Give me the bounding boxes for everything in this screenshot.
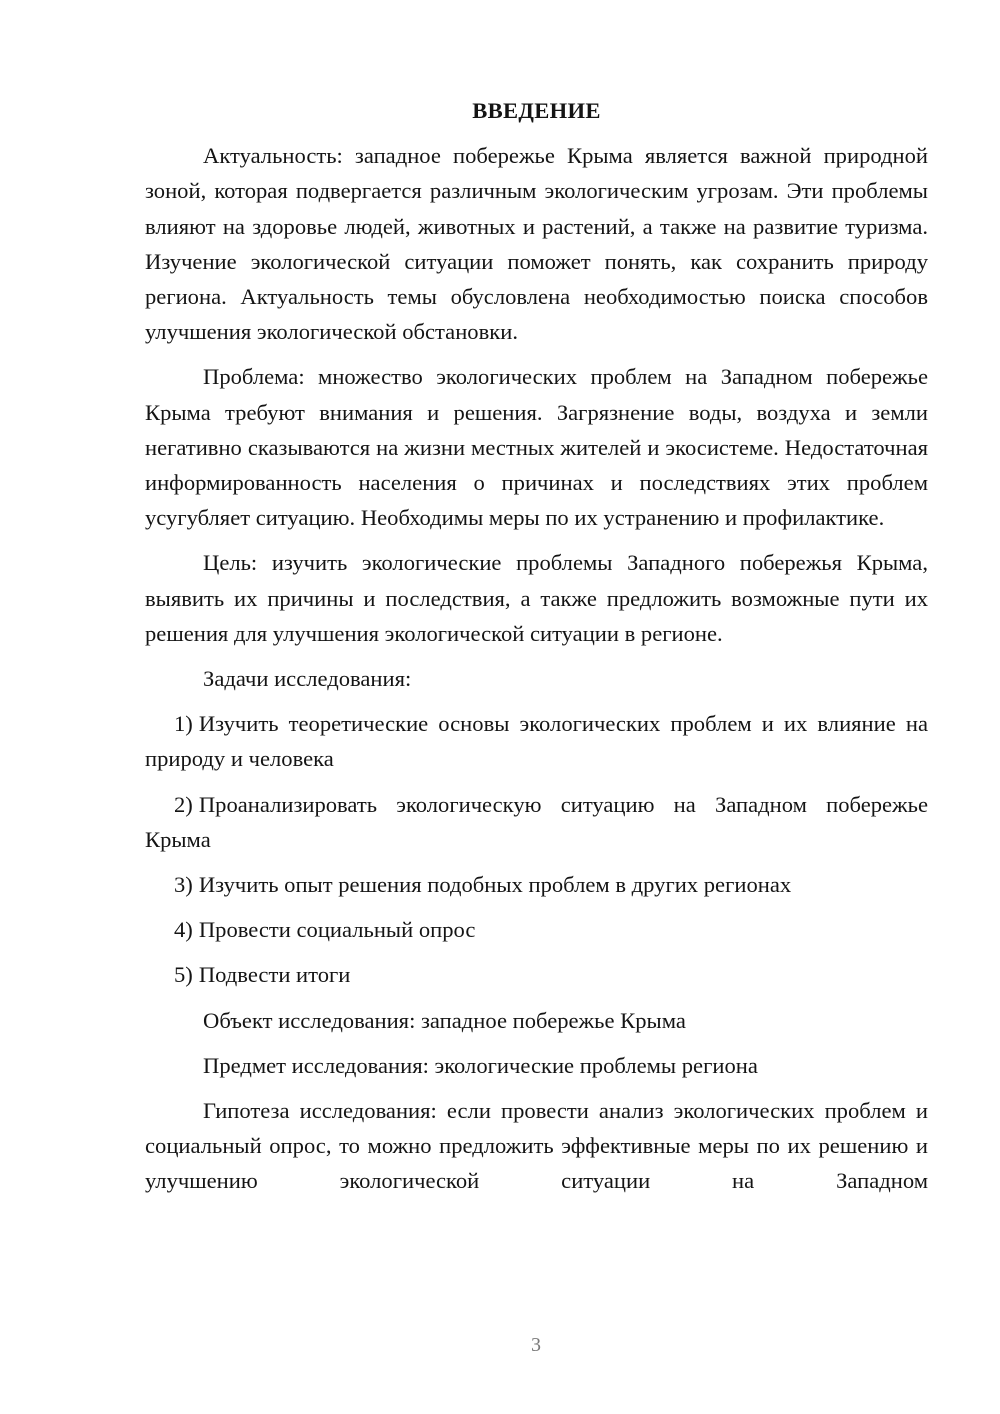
task-number: 1) <box>174 711 193 737</box>
task-text: Проанализировать экологическую ситуацию на Западном побережье Крыма <box>145 791 928 852</box>
research-subject: Предмет исследования: экологические проблемы региона <box>203 1052 758 1078</box>
hypothesis-paragraph: Гипотеза исследования: если провести анализ экологических проблем и социальный опрос, то можно предложить эффективные меры по их решению и улучшению экологической ситуации на Западном <box>145 1098 928 1194</box>
relevance-paragraph: Актуальность: западное побережье Крыма является важной природной зоной, которая подвергается различным экологическим угрозам. Эти проблемы влияют на здоровье людей, животных и растений, а также на развитие туризма. Изучение экологической ситуации поможет понять, как сохранить природу региона. Актуальность темы обусловлена необходимостью поиска способов улучшения экологической обстановки. <box>145 143 928 345</box>
task-text: Подвести итоги <box>198 962 351 988</box>
tasks-heading: Задачи исследования: <box>203 666 412 692</box>
section-title: ВВЕДЕНИЕ <box>472 98 601 123</box>
task-item-5 <box>145 957 928 992</box>
task-text: Изучить опыт решения подобных проблем в других регионах <box>198 872 792 898</box>
document-body <box>145 93 928 1209</box>
task-number: 4) <box>174 917 193 943</box>
task-number: 2) <box>174 791 193 817</box>
problem-paragraph: Проблема: множество экологических проблем на Западном побережье Крыма требуют внимания и решения. Загрязнение воды, воздуха и земли негативно сказываются на жизни местных жителей и экосистеме. Недостаточная информированность населения о причинах и последствиях этих проблем усугубляет ситуацию. Необходимы меры по их устранению и профилактике. <box>145 364 928 531</box>
task-item-3 <box>145 867 928 902</box>
page-number: 3 <box>531 1334 541 1356</box>
task-item-4 <box>145 912 928 947</box>
task-item-1 <box>145 706 928 776</box>
task-text: Провести социальный опрос <box>198 917 476 943</box>
task-item-2 <box>145 787 928 857</box>
goal-paragraph: Цель: изучить экологические проблемы Западного побережья Крыма, выявить их причины и последствия, а также предложить возможные пути их решения для улучшения экологической ситуации в регионе. <box>145 550 928 646</box>
task-text: Изучить теоретические основы экологических проблем и их влияние на природу и человека <box>145 711 928 772</box>
research-object: Объект исследования: западное побережье Крыма <box>203 1007 686 1033</box>
task-number: 3) <box>174 872 193 898</box>
task-number: 5) <box>174 962 193 988</box>
